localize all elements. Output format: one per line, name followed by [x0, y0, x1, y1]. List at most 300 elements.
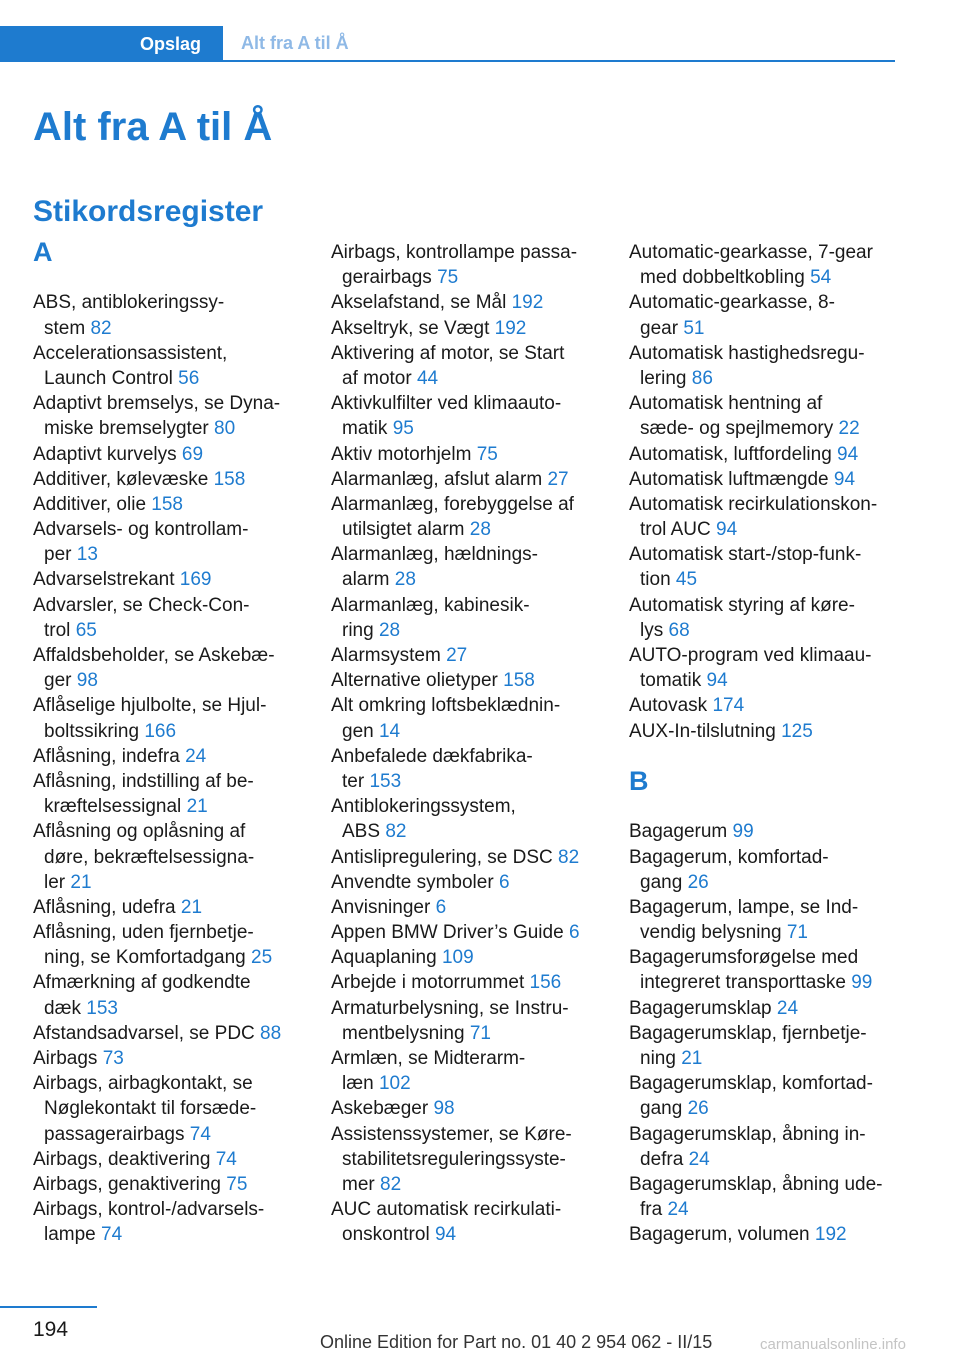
index-entry-line: [629, 341, 899, 366]
index-entry-line: [331, 442, 611, 467]
index-entry: [33, 769, 298, 819]
index-entry-text: Affaldsbeholder, se Askebæ-: [33, 645, 275, 666]
watermark: carmanualsonline.info: [760, 1336, 906, 1353]
index-entry-text: Assistenssystemer, se Køre-: [331, 1123, 572, 1145]
page-link[interactable]: 82: [90, 317, 112, 339]
index-entry-line: [629, 1046, 899, 1071]
index-entry-line: [629, 819, 899, 844]
index-entry-line: [629, 643, 899, 668]
page-link[interactable]: 94: [837, 443, 859, 465]
index-entry: [33, 819, 298, 895]
page-link[interactable]: 68: [668, 619, 690, 641]
page-link[interactable]: 24: [185, 745, 207, 767]
page-link[interactable]: 99: [732, 821, 754, 843]
index-entry-line: [33, 467, 298, 492]
index-entry-text: Armaturbelysning, se Instru-: [331, 997, 569, 1019]
index-entry: [331, 845, 611, 870]
index-entry-text: døre, bekræftelsessigna-: [44, 846, 255, 868]
page-link[interactable]: 88: [260, 1022, 282, 1044]
index-letter-heading: B: [629, 765, 649, 796]
page-link[interactable]: 94: [716, 519, 738, 541]
index-entry-line: [331, 1147, 611, 1172]
index-entry: [33, 1172, 298, 1197]
index-entry-text: Adaptivt bremselys, se Dyna-: [33, 393, 281, 415]
page-link[interactable]: 102: [378, 1073, 411, 1095]
index-entry-line: [629, 1021, 899, 1046]
index-entry-text: onskontrol: [342, 1224, 430, 1246]
index-entry-text: Aflåsning og oplåsning af: [33, 821, 246, 843]
index-entry: [331, 1122, 611, 1198]
page-link[interactable]: 71: [786, 922, 808, 944]
index-entry-line: [331, 618, 611, 643]
index-entry-text: ABS, antiblokeringssy-: [33, 292, 225, 314]
index-letter-heading: A: [33, 237, 53, 267]
index-entry-text: ler: [44, 871, 66, 893]
index-entry-text: ter: [342, 770, 365, 792]
index-entry: [331, 794, 611, 844]
index-entry-line: [331, 492, 611, 517]
page-link[interactable]: 24: [667, 1199, 689, 1221]
index-entry-line: [33, 895, 298, 920]
index-entry-line: [331, 1197, 611, 1222]
index-entry-text: ning, se Komfortadgang: [44, 947, 246, 969]
index-entry-text: Airbags: [33, 1048, 98, 1069]
index-entry-text: Automatisk, luftfordeling: [629, 443, 832, 465]
index-entry-text: Aktivkulfilter ved klimaauto-: [331, 393, 562, 415]
page-link[interactable]: 24: [688, 1148, 710, 1170]
index-entry: [331, 391, 611, 441]
index-entry-line: [331, 366, 611, 391]
page-link[interactable]: 125: [781, 720, 813, 742]
index-entry: [331, 996, 611, 1046]
index-entry-line: [629, 265, 899, 290]
index-entry-text: gear: [640, 317, 679, 339]
index-entry-text: Antislipregulering, se DSC: [331, 846, 553, 868]
index-entry-line: [33, 870, 298, 895]
index-entry-text: matik: [342, 418, 388, 440]
index-entry-line: [629, 1071, 899, 1096]
index-entry-line: [629, 845, 899, 870]
page-link[interactable]: 44: [416, 367, 439, 389]
index-entry-line: [331, 517, 611, 542]
index-entry-text: Launch Control: [44, 367, 173, 389]
page-link[interactable]: 27: [446, 645, 468, 666]
index-entry-text: Bagagerumsklap, fjernbetje-: [629, 1022, 867, 1044]
page-link[interactable]: 27: [547, 468, 569, 490]
index-entry: [629, 819, 899, 844]
index-entry-line: [33, 693, 298, 718]
page-link[interactable]: 95: [392, 418, 414, 440]
index-entry: [629, 1021, 899, 1071]
page-link[interactable]: 158: [151, 493, 183, 515]
index-entry: [331, 668, 611, 693]
page-link[interactable]: 74: [215, 1148, 237, 1170]
page-link[interactable]: 99: [851, 972, 873, 994]
index-entry-line: [33, 542, 298, 567]
index-entry-text: miske bremselygter: [44, 418, 209, 440]
index-entry-text: Anbefalede dækfabrika-: [331, 745, 533, 767]
index-entry-line: [331, 668, 611, 693]
index-entry-text: Automatisk start-/stop-funk-: [629, 544, 862, 566]
tab-opslag[interactable]: Opslag: [0, 26, 223, 62]
index-entry-line: [629, 668, 899, 693]
page-link[interactable]: 73: [102, 1048, 124, 1069]
index-entry-text: Akselafstand, se Mål: [331, 292, 507, 314]
index-entry: [331, 290, 611, 315]
index-entry-line: [629, 945, 899, 970]
page-link[interactable]: 192: [814, 1224, 847, 1246]
index-entry-text: lering: [640, 367, 687, 389]
index-entry: [629, 945, 899, 995]
index-entry: [629, 643, 899, 693]
index-entry-text: Alternative olietyper: [331, 670, 498, 692]
index-entry: [629, 845, 899, 895]
index-entry-text: per: [44, 544, 72, 566]
page-link[interactable]: 174: [712, 695, 745, 717]
page-link[interactable]: 56: [178, 367, 200, 389]
index-entry: [629, 996, 899, 1021]
index-entry: [629, 391, 899, 441]
index-entry-line: [331, 970, 611, 995]
index-entry-text: Aflåsning, uden fjernbetje-: [33, 922, 254, 944]
page-link[interactable]: 21: [186, 796, 208, 818]
page-link[interactable]: 21: [180, 896, 203, 918]
page-link[interactable]: 51: [683, 317, 705, 339]
page-link[interactable]: 82: [380, 1173, 402, 1195]
index-entry-line: [629, 492, 899, 517]
index-entry-line: [629, 416, 899, 441]
header-divider: [223, 60, 895, 62]
index-entry: [331, 1197, 611, 1247]
index-entry-text: lys: [640, 619, 664, 641]
index-entry-text: Advarselstrekant: [33, 569, 175, 591]
index-entry-text: læn: [342, 1073, 374, 1095]
index-entry-text: Alarmsystem: [331, 645, 441, 666]
index-entry: [33, 744, 298, 769]
page-link[interactable]: 75: [437, 267, 459, 289]
index-entry-line: [331, 391, 611, 416]
index-entry: [331, 945, 611, 970]
index-entry-line: [33, 845, 298, 870]
index-entry-line: [33, 1122, 298, 1147]
index-entry: [629, 895, 899, 945]
page-link[interactable]: 153: [369, 770, 402, 792]
index-entry-line: [629, 920, 899, 945]
index-entry: [33, 567, 298, 592]
index-entry-line: [331, 593, 611, 618]
index-entry-text: Anvendte symboler: [331, 871, 494, 893]
page-link[interactable]: 158: [503, 670, 535, 692]
page-link[interactable]: 75: [226, 1173, 248, 1195]
index-entry-text: Armlæn, se Midterarm-: [331, 1048, 526, 1069]
index-entry-line: [629, 1222, 899, 1247]
index-entry-line: [629, 1122, 899, 1147]
index-entry: [331, 643, 611, 668]
index-entry-line: [331, 870, 611, 895]
page-link[interactable]: 45: [675, 569, 698, 591]
index-entry: [33, 593, 298, 643]
index-entry-line: [629, 618, 899, 643]
index-entry-text: Alarmanlæg, hældnings-: [331, 544, 538, 566]
spacer: [33, 265, 298, 290]
index-entry-line: [331, 719, 611, 744]
index-entry-line: [331, 895, 611, 920]
index-entry-text: ring: [342, 619, 374, 641]
index-entry-text: stabilitetsreguleringssyste-: [342, 1148, 566, 1170]
index-entry-line: [629, 1096, 899, 1121]
tab-alt-fra-a-til-aa[interactable]: Alt fra A til Å: [241, 33, 349, 53]
index-entry-text: Airbags, kontrol-/advarsels-: [33, 1199, 265, 1221]
index-entry-text: Automatisk recirkulationskon-: [629, 493, 878, 515]
index-entry-text: stem: [44, 317, 86, 339]
index-entry: [331, 895, 611, 920]
index-entry-line: [629, 517, 899, 542]
index-entry: [331, 693, 611, 743]
index-entry-line: [629, 970, 899, 995]
index-entry-line: [33, 391, 298, 416]
index-entry-text: Aquaplaning: [331, 947, 437, 969]
index-entry-line: [331, 769, 611, 794]
index-entry-text: fra: [640, 1199, 663, 1221]
index-entry: [33, 895, 298, 920]
index-entry-text: Bagagerum, komfortad-: [629, 846, 829, 868]
index-entry-line: [33, 1172, 298, 1197]
index-entry-text: Akseltryk, se Vægt: [331, 317, 490, 339]
index-entry-text: tomatik: [640, 670, 702, 692]
index-entry-text: Automatic-gearkasse, 7-gear: [629, 242, 873, 263]
page-link[interactable]: 65: [75, 619, 97, 641]
index-entry: [331, 341, 611, 391]
index-entry-line: [331, 467, 611, 492]
index-entry-line: [33, 945, 298, 970]
header-bar: [0, 26, 895, 62]
index-entry-line: [629, 996, 899, 1021]
index-entry-line: [331, 341, 611, 366]
index-entry-line: [33, 1222, 298, 1247]
index-entry-text: Airbags, genaktivering: [33, 1173, 221, 1195]
index-entry-line: [331, 643, 611, 668]
page-link[interactable]: 26: [687, 871, 709, 893]
index-entry-text: sæde- og spejlmemory: [640, 418, 834, 440]
index-entry-line: [629, 895, 899, 920]
index-entry-line: [331, 845, 611, 870]
page-link[interactable]: 74: [189, 1123, 211, 1145]
page-link[interactable]: 71: [469, 1022, 491, 1044]
index-entry-line: [331, 265, 611, 290]
footer-edition: Online Edition for Part no. 01 40 2 954 062 - II/15: [320, 1332, 713, 1352]
index-entry-line: [33, 316, 298, 341]
page-link[interactable]: 6: [435, 896, 447, 918]
index-entry-text: boltssikring: [44, 720, 140, 742]
index-entry-line: [629, 366, 899, 391]
index-entry-text: ning: [640, 1048, 676, 1069]
page-link[interactable]: 22: [838, 418, 860, 440]
index-entry-line: [33, 668, 298, 693]
index-entry-text: Automatisk hentning af: [629, 393, 823, 415]
index-entry-text: defra: [640, 1148, 684, 1170]
index-entry: [33, 643, 298, 693]
index-entry-text: Advarsels- og kontrollam-: [33, 519, 249, 541]
index-entry: [629, 1172, 899, 1222]
index-entry: [331, 467, 611, 492]
page-link[interactable]: 158: [213, 468, 246, 490]
index-entry: [629, 1071, 899, 1121]
index-entry-line: [331, 316, 611, 341]
index-entry-line: [33, 618, 298, 643]
index-entry: [629, 442, 899, 467]
index-entry-line: [331, 920, 611, 945]
index-entry: [331, 920, 611, 945]
page-link[interactable]: 156: [529, 972, 562, 994]
index-entry-line: [629, 1172, 899, 1197]
index-entry-text: mer: [342, 1173, 375, 1195]
index-entry: [33, 442, 298, 467]
index-entry-text: Bagagerumsklap, åbning ude-: [629, 1173, 883, 1195]
index-column-1: [33, 237, 298, 1248]
page-link[interactable]: 74: [101, 1224, 123, 1246]
index-entry-text: trol AUC: [640, 519, 711, 541]
index-entry-line: [331, 416, 611, 441]
index-entry: [33, 1046, 298, 1071]
index-entry-text: Appen BMW Driver’s Guide: [331, 922, 564, 944]
index-entry-text: Alarmanlæg, forebyggelse af: [331, 493, 574, 515]
index-entry-text: utilsigtet alarm: [342, 519, 465, 541]
page-link[interactable]: 21: [70, 871, 92, 893]
spacer: [629, 744, 899, 769]
page-link[interactable]: 6: [498, 871, 510, 893]
index-entry-line: [33, 1021, 298, 1046]
page-link[interactable]: 25: [251, 947, 273, 969]
index-entry-line: [331, 1096, 611, 1121]
index-entry-text: Aktiv motorhjelm: [331, 443, 472, 465]
index-entry: [33, 492, 298, 517]
page-link[interactable]: 109: [441, 947, 474, 969]
index-entry: [331, 492, 611, 542]
page-link[interactable]: 26: [687, 1098, 709, 1120]
index-entry: [331, 970, 611, 995]
page-link[interactable]: 153: [86, 997, 118, 1019]
page-link[interactable]: 21: [681, 1048, 703, 1069]
page-link[interactable]: 80: [214, 418, 236, 440]
index-entry-text: Aflåsning, indefra: [33, 745, 180, 767]
index-entry: [33, 341, 298, 391]
index-entry-line: [331, 1071, 611, 1096]
page-link[interactable]: 94: [706, 670, 728, 692]
page-link[interactable]: 94: [833, 468, 856, 490]
page-link[interactable]: 98: [76, 670, 98, 692]
index-entry-text: Aktivering af motor, se Start: [331, 342, 565, 364]
section-title: Stikordsregister: [33, 195, 264, 228]
page-link[interactable]: 14: [378, 720, 401, 742]
index-entry-line: [331, 1021, 611, 1046]
index-entry-line: [33, 567, 298, 592]
index-entry-text: mentbelysning: [342, 1022, 465, 1044]
index-entry-text: Arbejde i motorrummet: [331, 972, 525, 994]
index-entry-text: Askebæger: [331, 1098, 429, 1120]
page-link[interactable]: 192: [494, 317, 527, 339]
index-column-3: [629, 240, 899, 1248]
index-entry-text: gerairbags: [342, 267, 432, 289]
index-entry-line: [331, 240, 611, 265]
index-entry-text: Afstandsadvarsel, se PDC: [33, 1022, 255, 1044]
index-entry: [331, 316, 611, 341]
page-link[interactable]: 98: [433, 1098, 455, 1120]
index-entry-line: [331, 744, 611, 769]
index-entry-text: Airbags, deaktivering: [33, 1148, 211, 1170]
index-entry-text: ger: [44, 670, 72, 692]
page-link[interactable]: 24: [776, 997, 799, 1019]
index-entry-text: Automatisk hastighedsregu-: [629, 342, 865, 364]
index-entry-text: Antiblokeringssystem,: [331, 796, 516, 818]
index-entry-text: Alarmanlæg, afslut alarm: [331, 468, 543, 490]
index-entry-text: Automatic-gearkasse, 8-: [629, 292, 835, 314]
index-entry-text: gang: [640, 1098, 683, 1120]
index-entry-line: [33, 719, 298, 744]
page-link[interactable]: 82: [558, 846, 580, 868]
page-link[interactable]: 28: [469, 519, 491, 541]
footer-divider: [0, 1306, 97, 1308]
index-entry-text: trol: [44, 619, 71, 641]
index-entry-text: Bagagerum, volumen: [629, 1224, 810, 1246]
index-entry: [629, 1122, 899, 1172]
page-link[interactable]: 6: [568, 922, 580, 944]
index-entry-text: gang: [640, 871, 683, 893]
index-entry: [33, 467, 298, 492]
page-link[interactable]: 166: [144, 720, 177, 742]
page-link[interactable]: 169: [179, 569, 212, 591]
index-entry: [629, 719, 899, 744]
index-entry-text: Bagagerum, lampe, se Ind-: [629, 896, 859, 918]
index-entry: [33, 920, 298, 970]
page-link[interactable]: 28: [378, 619, 401, 641]
index-entry-text: Aflåsning, udefra: [33, 896, 176, 918]
index-entry: [33, 970, 298, 1020]
page-link[interactable]: 86: [691, 367, 713, 389]
index-entry: [33, 290, 298, 340]
index-entry-text: Alarmanlæg, kabinesik-: [331, 594, 530, 616]
index-entry: [33, 1021, 298, 1046]
page-link[interactable]: 94: [434, 1224, 457, 1246]
index-entry-text: Anvisninger: [331, 896, 431, 918]
index-entry-line: [33, 492, 298, 517]
page-link[interactable]: 192: [511, 292, 544, 314]
index-entry-text: Airbags, airbagkontakt, se: [33, 1073, 253, 1095]
index-entry-line: [33, 996, 298, 1021]
page-link[interactable]: 69: [181, 443, 204, 465]
index-entry: [629, 492, 899, 542]
index-entry-text: Adaptivt kurvelys: [33, 443, 177, 465]
index-entry-line: [629, 542, 899, 567]
index-entry: [331, 1046, 611, 1096]
index-entry-line: [33, 1147, 298, 1172]
index-entry: [331, 1096, 611, 1121]
page-link[interactable]: 28: [394, 569, 416, 591]
index-entry-line: [33, 442, 298, 467]
page-link[interactable]: 13: [76, 544, 98, 566]
index-entry-text: AUC automatisk recirkulati-: [331, 1199, 562, 1221]
index-entry-line: [33, 1071, 298, 1096]
page-link[interactable]: 75: [476, 443, 498, 465]
index-entry-text: passagerairbags: [44, 1123, 185, 1145]
index-entry-line: [629, 1147, 899, 1172]
page-link[interactable]: 82: [385, 821, 407, 843]
index-entry: [331, 542, 611, 592]
index-entry-line: [331, 1172, 611, 1197]
index-entry: [331, 744, 611, 794]
page-link[interactable]: 54: [810, 267, 832, 289]
index-entry: [629, 593, 899, 643]
index-entry-text: alarm: [342, 569, 390, 591]
